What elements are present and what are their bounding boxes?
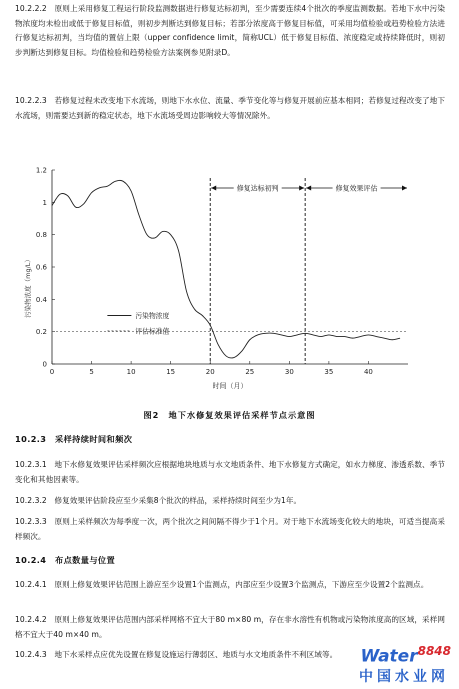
section-heading-10-2-4: 10.2.4 布点数量与位置: [15, 555, 116, 565]
x-tick-label: 10: [126, 368, 136, 376]
figure-caption: 图2 地下水修复效果评估采样节点示意图: [143, 410, 316, 420]
x-tick-label: 20: [205, 368, 215, 376]
x-tick-label: 0: [49, 368, 55, 376]
y-tick-label: 0.6: [35, 263, 47, 272]
paragraph-10-2-4-3: 10.2.4.3 地下水采样点应优先设置在修复设施运行薄弱区、地质与水文地质条件不利区域等。: [15, 650, 338, 659]
paragraph-10-2-3-1: 10.2.3.1 地下水修复效果评估采样频次应根据地块地质与水文地质条件、地下水修复方式确定，如水力梯度、渗透系数、季节变化和其他因素等。: [15, 460, 445, 484]
chart-series: [52, 180, 408, 358]
chart-axes: [23, 167, 408, 391]
y-tick-label: 1: [42, 198, 47, 207]
phase-arrow-head-right: [402, 186, 407, 191]
phase-arrow-head-left: [211, 186, 216, 191]
x-axis-label: 时间（月）: [212, 382, 248, 390]
x-tick-label: 25: [245, 368, 255, 376]
phase-label: 修复达标初判: [236, 184, 279, 193]
x-tick-label: 40: [363, 368, 373, 376]
y-tick-label: 1.2: [35, 166, 47, 175]
watermark-logo: [358, 644, 453, 667]
paragraph-10-2-4-2: 10.2.4.2 原则上修复效果评估范围内部采样网格不宜大于80 m×80 m，存在非水溶性有机物或污染物浓度高的区域，采样网格不宜大于40 m×40 m。: [15, 615, 445, 639]
watermark-logo-text: Water: [360, 646, 418, 667]
x-tick-label: 5: [89, 368, 94, 376]
x-tick-label: 30: [284, 368, 294, 376]
x-tick-label: 15: [166, 368, 176, 376]
watermark-logo-number: 8848: [417, 644, 451, 658]
section-heading-10-2-3: 10.2.3 采样持续时间和频次: [15, 434, 133, 444]
legend-label-standard: 评估标准值: [135, 327, 170, 336]
y-tick-label: 0: [42, 360, 47, 369]
paragraph-10-2-2-3: 10.2.2.3 若修复过程未改变地下水流场，则地下水水位、流量、季节变化等与修复开展前应基本相同；若修复过程改变了地下水流场，则需要达到新的稳定状态，地下水流场受周边影响较大等情况除外。: [15, 96, 445, 120]
y-axis-label: 污染物浓度（mg/L）: [24, 256, 32, 318]
paragraph-10-2-4-1: 10.2.4.1 原则上修复效果评估范围上游应至少设置1个监测点，内部应至少设置3个监测点，下游应至少设置2个监测点。: [15, 580, 429, 589]
paragraph-10-2-2-2: 10.2.2.2 原则上采用修复工程运行阶段监测数据进行修复达标初判，至少需要连续4个批次的季度监测数据。若地下水中污染物浓度均未检出或低于修复目标值，则初步判断达到修复目标；若部分浓度高于修复目标值，可采用均值检验或趋势检验方法进行修复达标初判，当均值的置信上限（upper confidence limit，简称UCL）低于修复目标值、浓度稳定或持续降低时，则初步判断达到修复目标。均值检验和趋势检验方法案例参见附录D。: [15, 4, 445, 57]
watermark-site-name: 中国水业网: [359, 669, 449, 685]
legend-label-concentration: 污染物浓度: [135, 312, 170, 320]
concentration-chart: [0, 160, 459, 406]
chart-phases: [210, 178, 407, 364]
phase-arrow-head-left: [306, 186, 311, 191]
y-tick-label: 0.8: [35, 231, 47, 240]
phase-label: 修复效果评估: [335, 184, 378, 193]
paragraph-10-2-3-2: 10.2.3.2 修复效果评估阶段应至少采集8个批次的样品，采样持续时间至少为1年。: [15, 496, 302, 505]
site-watermark: [328, 644, 453, 684]
x-tick-label: 35: [324, 368, 334, 376]
y-tick-label: 0.2: [35, 328, 47, 337]
y-tick-label: 0.4: [35, 295, 47, 304]
paragraph-10-2-3-3: 10.2.3.3 原则上采样频次为每季度一次，两个批次之间间隔不得少于1个月。对于地下水流场变化较大的地块，可适当提高采样频次。: [15, 517, 445, 541]
phase-arrow-head-right: [299, 186, 304, 191]
